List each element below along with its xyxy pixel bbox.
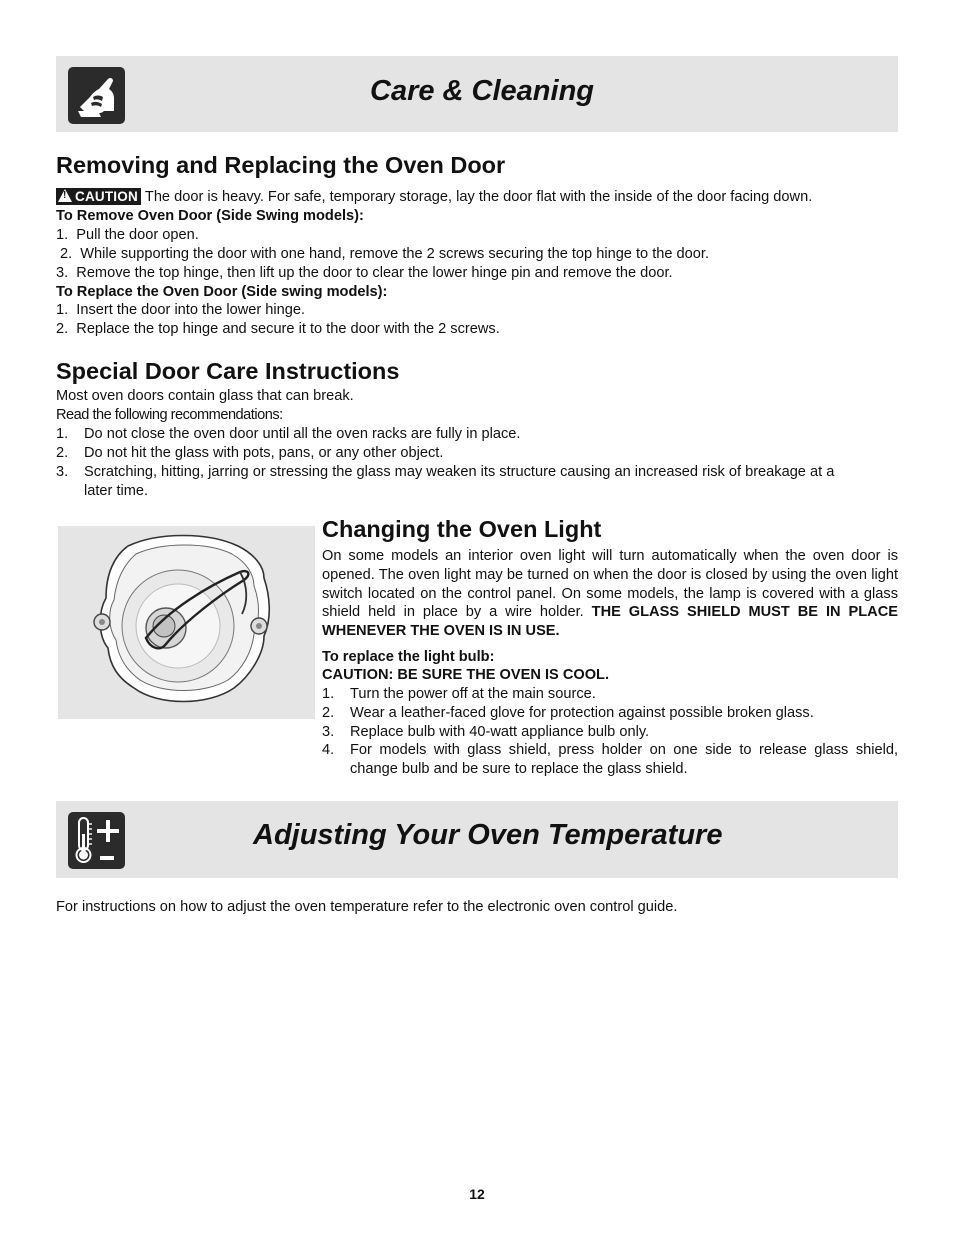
list-item: 1. Pull the door open. xyxy=(56,227,199,243)
list-item-continuation: later time. xyxy=(84,483,149,499)
list-number: 2. xyxy=(322,705,335,721)
list-number: 2. xyxy=(56,445,69,461)
list-item: 2. Replace the top hinge and secure it to the door with the 2 screws. xyxy=(56,321,500,337)
list-number: 1. xyxy=(56,426,69,442)
page-number: 12 xyxy=(469,1186,485,1202)
caution-row xyxy=(56,188,812,207)
caution-badge: !CAUTION xyxy=(56,188,141,205)
special-intro-2: Read the following recommendations: xyxy=(56,407,283,423)
list-item: Turn the power off at the main source. xyxy=(350,686,596,702)
oven-light-illustration xyxy=(58,526,315,719)
list-number: 3. xyxy=(56,464,69,480)
list-item: Wear a leather-faced glove for protection against possible broken glass. xyxy=(350,705,814,721)
replace-door-title: To Replace the Oven Door (Side swing models): xyxy=(56,284,388,300)
list-item: 1. Insert the door into the lower hinge. xyxy=(56,302,306,318)
list-item: Do not hit the glass with pots, pans, or any other object. xyxy=(84,445,444,461)
care-cleaning-header xyxy=(56,56,898,132)
list-item: 2. While supporting the door with one hand, remove the 2 screws securing the top hinge to the door. xyxy=(60,246,710,262)
oven-light-paragraph: On some models an interior oven light will turn automatically when the oven door is opened. The oven light may be turned on when the door is closed by using the oven light switch located on the control panel. On some models, the lamp is covered with a glass shield held in place by a wire holder. THE GLASS SHIELD MUST BE IN PLACE WHENEVER THE OVEN IS IN USE. xyxy=(322,548,898,640)
special-intro: Most oven doors contain glass that can break. xyxy=(56,388,354,404)
list-item: Do not close the oven door until all the oven racks are fully in place. xyxy=(84,426,521,442)
hand-cleaning-icon xyxy=(68,67,125,124)
warning-icon xyxy=(58,189,72,202)
list-item: Scratching, hitting, jarring or stressing the glass may weaken its structure causing an increased risk of breakage at a xyxy=(84,464,835,480)
oven-temperature-header xyxy=(56,801,898,878)
caution-text: The door is heavy. For safe, temporary storage, lay the door flat with the inside of the door facing down. xyxy=(144,189,813,205)
list-number: 1. xyxy=(322,686,335,702)
replace-bulb-title: To replace the light bulb: xyxy=(322,649,495,665)
temperature-text: For instructions on how to adjust the oven temperature refer to the electronic oven control guide. xyxy=(56,899,678,915)
thermometer-plus-minus-icon xyxy=(68,812,125,869)
cool-caution: CAUTION: BE SURE THE OVEN IS COOL. xyxy=(322,667,610,683)
section-title: Adjusting Your Oven Temperature xyxy=(253,819,723,851)
remove-door-title: To Remove Oven Door (Side Swing models): xyxy=(56,208,364,224)
list-number: 3. xyxy=(322,724,335,740)
list-item: For models with glass shield, press holder on one side to release glass shield, change bulb and be sure to replace the glass shield. xyxy=(350,742,898,777)
list-number: 4. xyxy=(322,742,335,758)
door-section-title: Removing and Replacing the Oven Door xyxy=(56,152,506,178)
special-care-title: Special Door Care Instructions xyxy=(56,358,400,384)
list-item: Replace bulb with 40-watt appliance bulb only. xyxy=(350,724,650,740)
section-title: Care & Cleaning xyxy=(370,75,594,107)
oven-light-title: Changing the Oven Light xyxy=(322,516,602,542)
list-item: 3. Remove the top hinge, then lift up the door to clear the lower hinge pin and remove the door. xyxy=(56,265,673,281)
